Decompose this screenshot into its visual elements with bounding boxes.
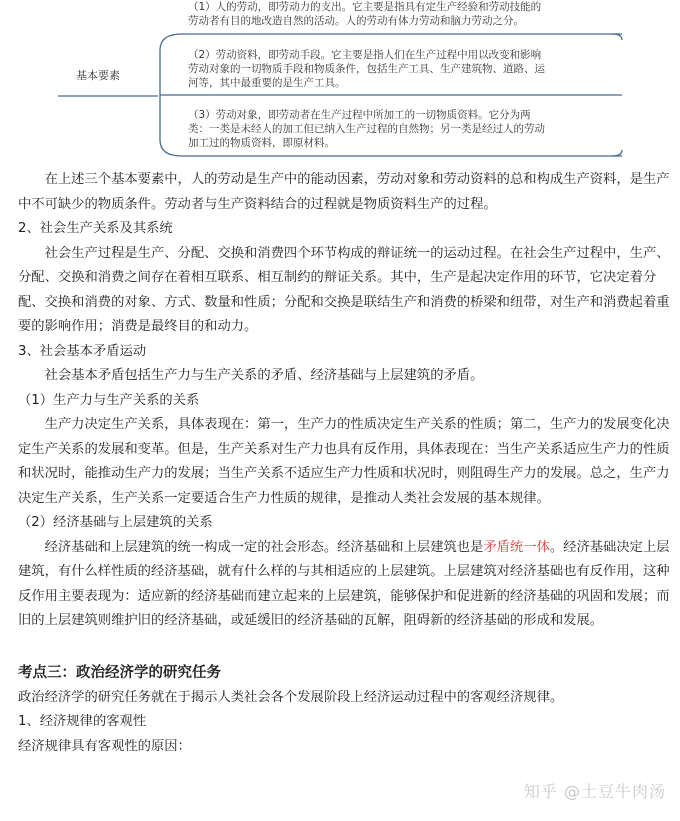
diagram-item-1 [188,0,541,28]
paragraph-production-elements: 在上述三个基本要素中，人的劳动是生产中的能动因素，劳动对象和劳动资料的总和构成生产资料，是生产中不可缺少的物质条件。劳动者与生产资料结合的过程就是物质资料生产的过程。 [18,172,670,212]
heading-base-superstructure: （2）经济基础与上层建筑的关系 [18,515,213,530]
heading-production-relations: 2、社会生产关系及其系统 [18,221,173,236]
article-body [18,168,670,759]
diagram-item-1-line-1: （1）人的劳动，即劳动力的支出。它主要是指具有定生产经验和劳动技能的 [188,1,542,13]
basic-elements-diagram [0,0,680,165]
paragraph-production-relations: 社会生产过程是生产、分配、交换和消费四个环节构成的辩证统一的运动过程。在社会生产过程中，生产、分配、交换和消费之间存在着相互联系、相互制约的辩证关系。其中，生产是起决定作用的环节，它决定着分配、交换和消费的对象、方式、数量和性质；分配和交换是联结生产和消费的桥梁和纽带，对生产和消费起着重要的影响作用；消费是最终目的和动力。 [18,245,670,334]
heading-objectivity: 1、经济规律的客观性 [18,714,147,729]
diagram-item-2 [188,48,545,90]
zhihu-watermark: 知乎 @土豆牛肉汤 [523,782,666,801]
paragraph-base-superstructure-part-2: 。经济基础决定上层建筑，有什么样性质的经济基础，就有什么样的与其相适应的上层建筑。上层建筑对经济基础也有反作用，这种反作用主要表现为：适应新的经济基础而建立起来的上层建筑，能够保护和促进新的经济基础的巩固和发展；而旧的上层建筑则维护旧的经济基础，或延缓旧的经济基础的瓦解，阻碍新的经济基础的形成和发展。 [18,539,670,628]
diagram-item-2-line-3: 河等，其中最重要的是生产工具。 [188,77,346,89]
diagram-item-3-line-3: 加工过的物质资料，即原材料。 [188,137,335,149]
diagram-item-1-line-2: 劳动者有目的地改造自然的活动。人的劳动有体力劳动和脑力劳动之分。 [188,15,524,27]
paragraph-research-task: 政治经济学的研究任务就在于揭示人类社会各个发展阶段上经济运动过程中的客观经济规律。 [18,689,564,705]
diagram-item-2-line-2: 劳动对象的一切物质手段和物质条件，包括生产工具、生产建筑物、道路、运 [188,63,545,75]
diagram-item-3-line-1: （3）劳动对象，即劳动者在生产过程中所加工的一切物质资料。它分为两 [188,109,531,121]
paragraph-objectivity-reasons: 经济规律具有客观性的原因： [18,738,191,754]
heading-productivity-relations: （1）生产力与生产关系的关系 [18,392,200,408]
paragraph-base-superstructure-part-1: 经济基础和上层建筑的统一构成一定的社会形态。经济基础和上层建筑也是 [44,539,484,555]
paragraph-basic-contradictions: 社会基本矛盾包括生产力与生产关系的矛盾、经济基础与上层建筑的矛盾。 [44,368,484,383]
section-title-research-task: 考点三：政治经济学的研究任务 [18,664,221,681]
paragraph-productivity-relations: 生产力决定生产关系，具体表现在：第一，生产力的性质决定生产关系的性质；第二，生产力的发展变化决定生产关系的发展和变革。但是，生产关系对生产力也具有反作用，具体表现在：当生产关系适应生产力的性质和状况时，能推动生产力的发展；当生产关系不适应生产力性质和状况时，则阻碍生产力的发展。总之，生产力决定生产关系，生产关系一定要适合生产力性质的规律，是推动人类社会发展的基本规律。 [18,417,670,506]
paragraph-base-superstructure [18,536,670,634]
heading-basic-contradictions: 3、社会基本矛盾运动 [18,343,147,359]
diagram-item-2-line-1: （2）劳动资料，即劳动手段。它主要是指人们在生产过程中用以改变和影响 [188,49,542,61]
highlight-contradiction-unity: 矛盾统一体 [483,539,550,555]
diagram-item-3 [188,108,545,150]
diagram-center-label: 基本要素 [76,69,120,82]
diagram-item-3-line-2: 类：一类是未经人的加工但已纳入生产过程的自然物；另一类是经过人的劳动 [188,123,545,135]
